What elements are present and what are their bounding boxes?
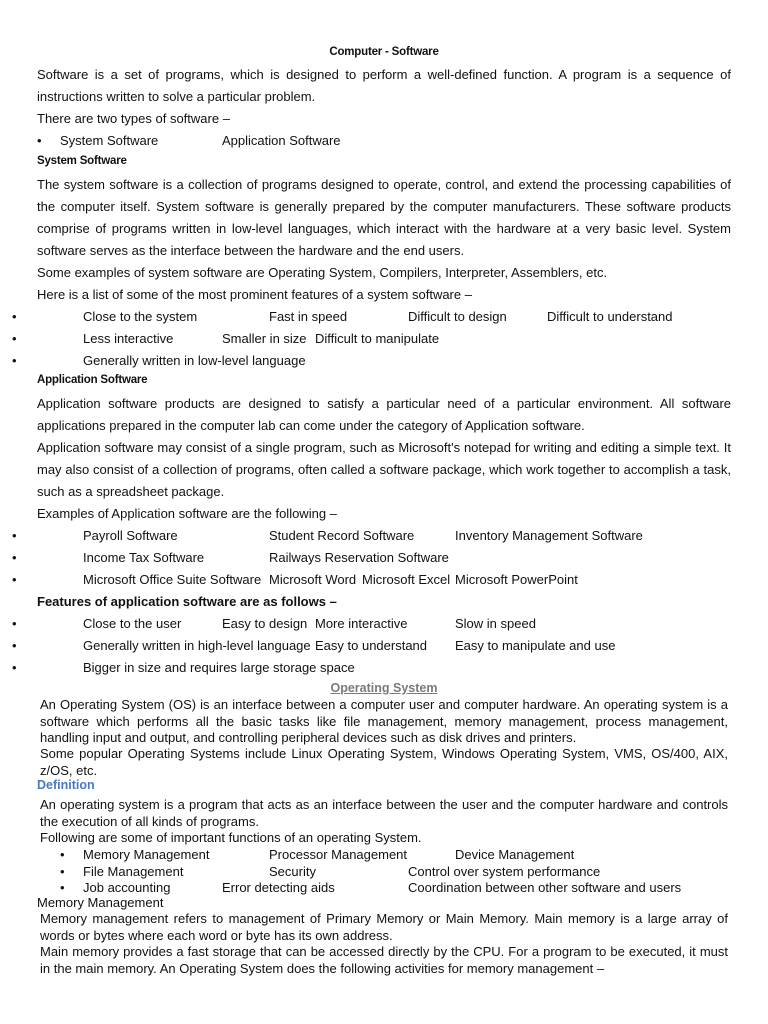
list-item: Easy to manipulate and use	[455, 638, 616, 653]
bullet-icon: •	[12, 638, 17, 653]
types-intro: There are two types of software –	[37, 111, 230, 126]
bullet-icon: •	[12, 550, 17, 565]
os-paragraph-2: Some popular Operating Systems include Linux Operating System, Windows Operating System, VMS, OS/400, AIX, z/OS, etc.	[40, 746, 728, 778]
intro-paragraph: Software is a set of programs, which is designed to perform a well-defined function. A program is a sequence of instructions written to solve a particular problem.	[37, 67, 731, 104]
list-item: Difficult to design	[408, 309, 507, 324]
list-item: Difficult to understand	[547, 309, 673, 324]
list-item: Coordination between other software and users	[408, 880, 682, 895]
system-features-row	[0, 306, 768, 328]
bullet-icon: •	[60, 864, 65, 879]
functions-row	[0, 846, 768, 863]
bullet-icon: •	[60, 880, 65, 895]
list-item: Fast in speed	[269, 309, 348, 324]
list-item: Security	[269, 864, 316, 879]
list-item: Less interactive	[83, 331, 174, 346]
application-software-heading: Application Software	[37, 374, 148, 386]
system-features-intro: Here is a list of some of the most prominent features of a system software –	[37, 287, 472, 302]
system-examples-paragraph: Some examples of system software are Operating System, Compilers, Interpreter, Assemblers, etc.	[37, 265, 608, 280]
list-item: Easy to understand	[315, 638, 428, 653]
definition-paragraph: An operating system is a program that acts as an interface between the user and the computer hardware and controls the execution of all kinds of programs.	[40, 797, 728, 829]
system-features-row	[0, 350, 768, 372]
bullet-icon: •	[12, 353, 17, 368]
list-item: Income Tax Software	[83, 550, 205, 565]
application-paragraph-1: Application software products are designed to satisfy a particular need of a particular environment. All software applications prepared in the computer lab can come under the category of Application software.	[37, 396, 731, 433]
functions-row	[0, 879, 768, 896]
bullet-icon: •	[60, 847, 65, 862]
list-item: Smaller in size	[222, 331, 307, 346]
application-examples-row	[0, 547, 768, 569]
document-title: Computer - Software	[329, 46, 439, 58]
definition-heading: Definition	[37, 778, 95, 792]
list-item: Close to the user	[83, 616, 182, 631]
application-examples-row	[0, 525, 768, 547]
list-item: Memory Management	[83, 847, 210, 862]
types-list	[0, 130, 768, 152]
list-item: Bigger in size and requires large storage space	[83, 660, 355, 675]
list-item: Generally written in high-level language	[83, 638, 311, 653]
list-item: File Management	[83, 864, 184, 879]
system-features-row	[0, 328, 768, 350]
list-item: Microsoft Office Suite Software	[83, 572, 262, 587]
operating-system-heading: Operating System	[330, 681, 438, 695]
application-examples-intro: Examples of Application software are the following –	[37, 506, 337, 521]
list-item: Close to the system	[83, 309, 198, 324]
application-features-row	[0, 657, 768, 679]
os-paragraph-1: An Operating System (OS) is an interface between a computer user and computer hardware. An operating system is a software which performs all the basic tasks like file management, memory management, process management, handling input and output, and controlling peripheral devices such as disk drives and printers.	[40, 697, 728, 746]
application-features-intro: Features of application software are as follows –	[37, 594, 337, 609]
system-software-heading: System Software	[37, 155, 127, 167]
list-item: Microsoft PowerPoint	[455, 572, 578, 587]
list-item: Easy to design	[222, 616, 308, 631]
list-item: More interactive	[315, 616, 408, 631]
list-item: Payroll Software	[83, 528, 178, 543]
bullet-icon: •	[12, 309, 17, 324]
list-item: Student Record Software	[269, 528, 415, 543]
list-item: Railways Reservation Software	[269, 550, 449, 565]
list-item: Control over system performance	[408, 864, 601, 879]
memory-paragraph-2: Main memory provides a fast storage that can be accessed directly by the CPU. For a program to be executed, it must in the main memory. An Operating System does the following activities for memory management –	[40, 944, 728, 976]
list-item: Processor Management	[269, 847, 408, 862]
application-features-row	[0, 635, 768, 657]
functions-row	[0, 863, 768, 880]
application-paragraph-2: Application software may consist of a single program, such as Microsoft's notepad for writing and editing a simple text. It may also consist of a collection of programs, often called a software package, which work together to accomplish a task, such as a spreadsheet package.	[37, 440, 731, 499]
list-item: Job accounting	[83, 880, 171, 895]
list-item: Device Management	[455, 847, 575, 862]
list-item: Microsoft Excel	[362, 572, 451, 587]
list-item: Microsoft Word	[269, 572, 357, 587]
bullet-icon: •	[12, 331, 17, 346]
application-features-row	[0, 613, 768, 635]
functions-intro: Following are some of important functions of an operating System.	[40, 830, 422, 845]
list-item: System Software	[60, 133, 159, 148]
bullet-icon: •	[37, 133, 42, 148]
list-item: Difficult to manipulate	[315, 331, 440, 346]
list-item: Slow in speed	[455, 616, 536, 631]
bullet-icon: •	[12, 616, 17, 631]
system-software-paragraph: The system software is a collection of programs designed to operate, control, and extend the processing capabilities of the computer itself. System software is generally prepared by the computer manufacturers. These software products comprise of programs written in low-level languages, which interact with the hardware at a very basic level. System software serves as the interface between the hardware and the end users.	[37, 177, 731, 258]
memory-management-heading: Memory Management	[37, 895, 164, 910]
bullet-icon: •	[12, 660, 17, 675]
bullet-icon: •	[12, 528, 17, 543]
application-examples-row	[0, 569, 768, 591]
memory-paragraph-1: Memory management refers to management of Primary Memory or Main Memory. Main memory is a large array of words or bytes where each word or byte has its own address.	[40, 911, 728, 943]
bullet-icon: •	[12, 572, 17, 587]
list-item: Application Software	[222, 133, 341, 148]
list-item: Inventory Management Software	[455, 528, 643, 543]
list-item: Generally written in low-level language	[83, 353, 306, 368]
list-item: Error detecting aids	[222, 880, 335, 895]
